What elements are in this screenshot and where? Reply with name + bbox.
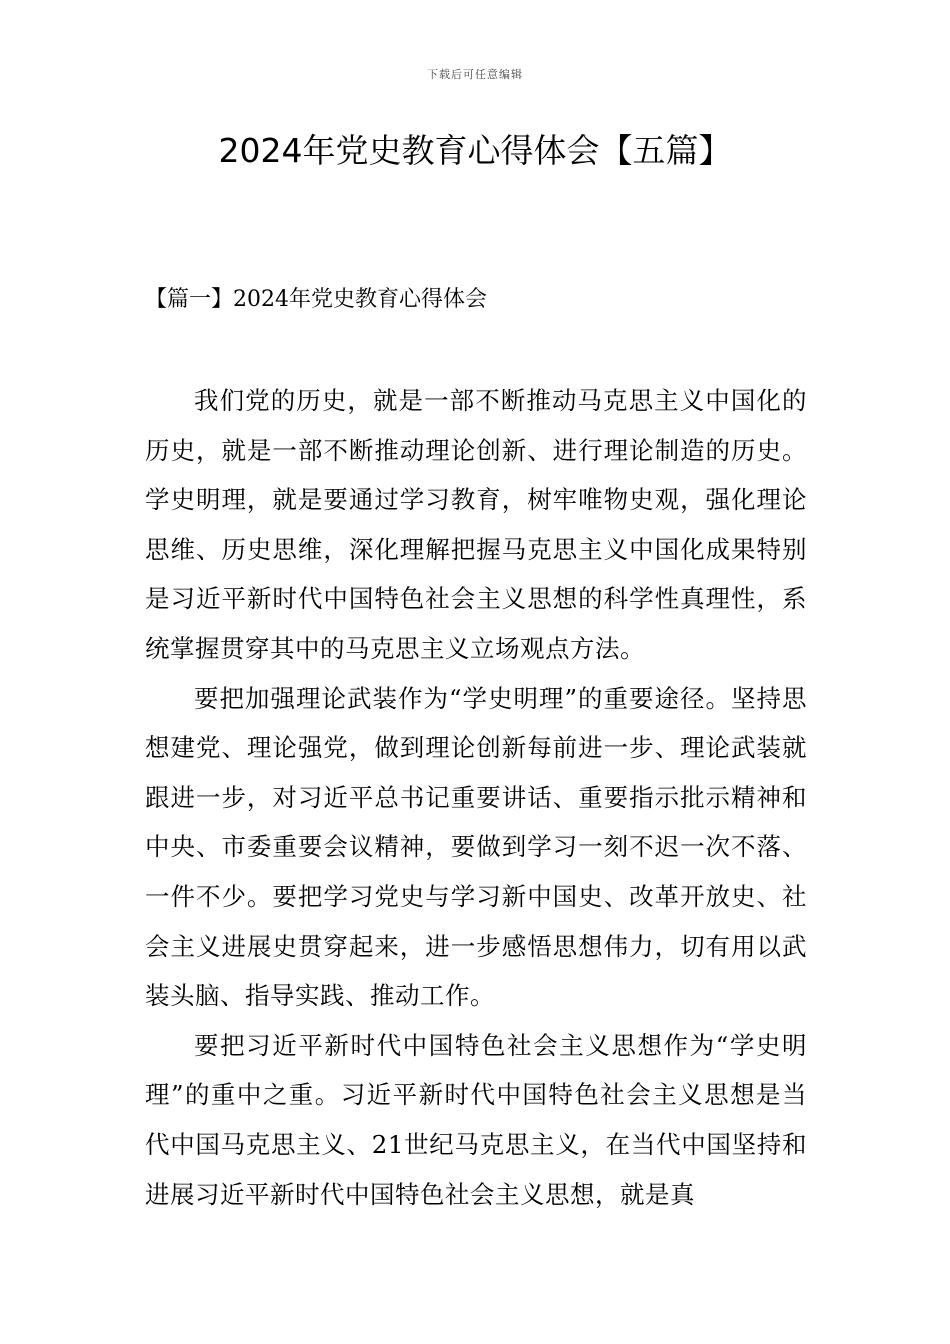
paragraph-2: 要把加强理论武装作为“学史明理”的重要途径。坚持思想建党、理论强党，做到理论创新每前进一步、理论武装就跟进一步，对习近平总书记重要讲话、重要指示批示精神和中央、市委重要会议精神，要做到学习一刻不迟一次不落、一件不少。要把学习党史与学习新中国史、改革开放史、社会主义进展史贯穿起来，进一步感悟思想伟力，切有用以武装头脑、指导实践、推动工作。 xyxy=(145,683,807,1011)
body-text xyxy=(145,376,807,1219)
header-note: 下载后可任意编辑 xyxy=(427,68,523,81)
paragraph-3: 要把习近平新时代中国特色社会主义思想作为“学史明理”的重中之重。习近平新时代中国特色社会主义思想是当代中国马克思主义、21世纪马克思主义，在当代中国坚持和进展习近平新时代中国特色社会主义思想，就是真 xyxy=(145,1030,807,1209)
paragraph-1: 我们党的历史，就是一部不断推动马克思主义中国化的历史，就是一部不断推动理论创新、进行理论制造的历史。学史明理，就是要通过学习教育，树牢唯物史观，强化理论思维、历史思维，深化理解把握马克思主义中国化成果特别是习近平新时代中国特色社会主义思想的科学性真理性，系统掌握贯穿其中的马克思主义立场观点方法。 xyxy=(145,386,807,663)
document-title: 2024年党史教育心得体会【五篇】 xyxy=(218,131,732,170)
section-heading: 【篇一】2024年党史教育心得体会 xyxy=(145,287,487,312)
